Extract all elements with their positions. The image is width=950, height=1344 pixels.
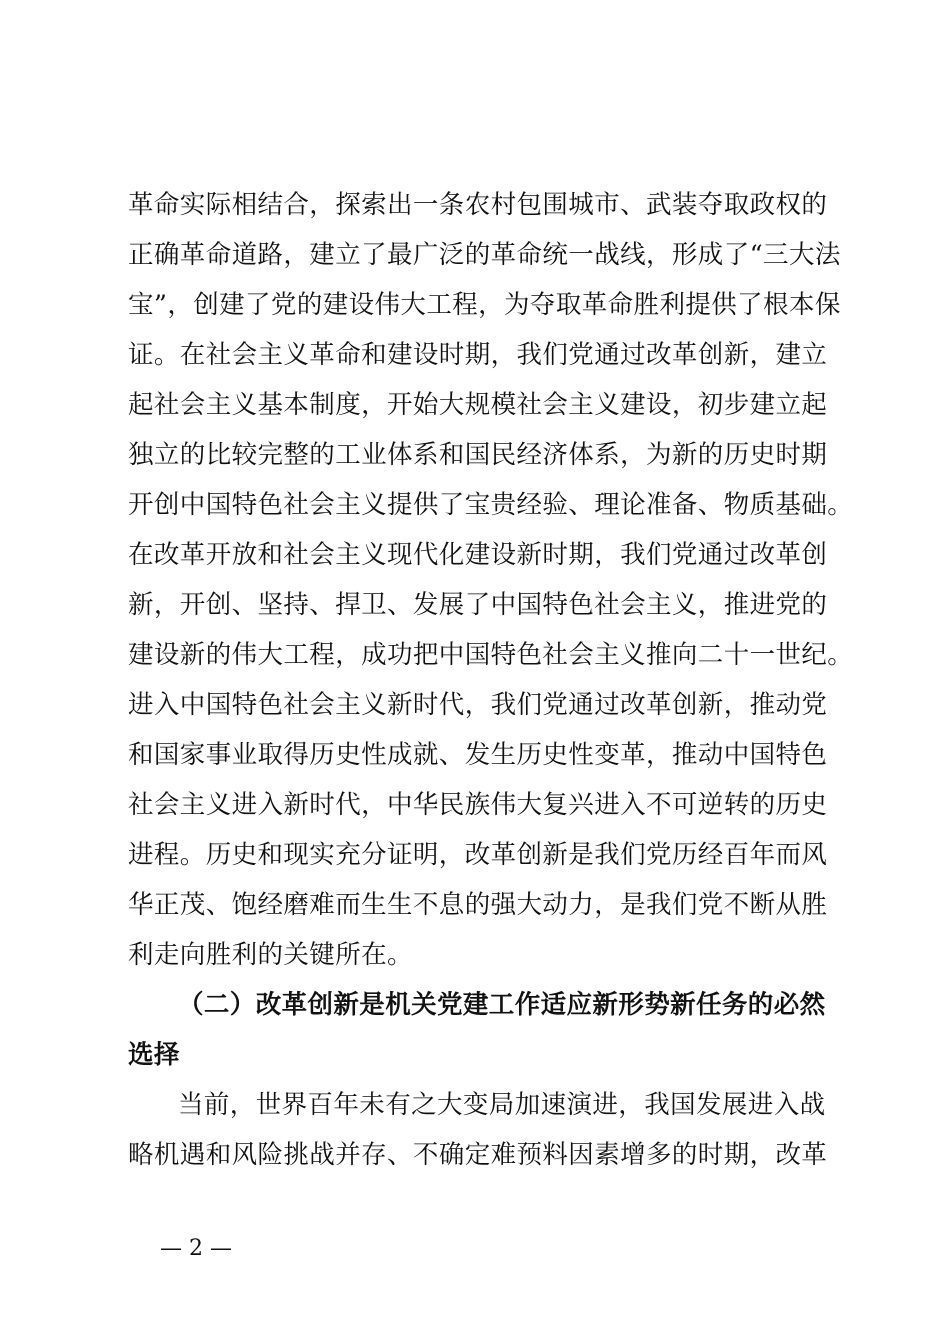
body-text-line: 当前，世界百年未有之大变局加速演进，我国发展进入战 (178, 1090, 826, 1120)
body-text-line: 略机遇和风险挑战并存、不确定难预料因素增多的时期，改革 (128, 1140, 828, 1170)
body-text-line: 正确革命道路，建立了最广泛的革命统一战线，形成了“三大法 (128, 240, 841, 270)
body-text-line: 宝”，创建了党的建设伟大工程，为夺取革命胜利提供了根本保 (128, 290, 841, 320)
page-number: — 2 — (160, 1236, 232, 1261)
section-heading-continuation: 选择 (128, 1040, 180, 1070)
body-text-line: 开创中国特色社会主义提供了宝贵经验、理论准备、物质基础。 (128, 490, 854, 520)
body-text-line: 在改革开放和社会主义现代化建设新时期，我们党通过改革创 (128, 540, 828, 570)
body-text-line: 进入中国特色社会主义新时代，我们党通过改革创新，推动党 (128, 690, 828, 720)
body-text-line: 独立的比较完整的工业体系和国民经济体系，为新的历史时期 (128, 440, 828, 470)
body-text-line: 新，开创、坚持、捍卫、发展了中国特色社会主义，推进党的 (128, 590, 828, 620)
body-text-line: 证。在社会主义革命和建设时期，我们党通过改革创新，建立 (128, 340, 828, 370)
body-text-line: 华正茂、饱经磨难而生生不息的强大动力，是我们党不断从胜 (128, 890, 828, 920)
body-text-line: 和国家事业取得历史性成就、发生历史性变革，推动中国特色 (128, 740, 828, 770)
body-text-line: 建设新的伟大工程，成功把中国特色社会主义推向二十一世纪。 (128, 640, 854, 670)
body-text-line: 进程。历史和现实充分证明，改革创新是我们党历经百年而风 (128, 840, 828, 870)
section-heading: （二）改革创新是机关党建工作适应新形势新任务的必然 (178, 990, 826, 1020)
body-text-line: 利走向胜利的关键所在。 (128, 940, 413, 970)
body-text-line: 社会主义进入新时代，中华民族伟大复兴进入不可逆转的历史 (128, 790, 828, 820)
body-text-line: 革命实际相结合，探索出一条农村包围城市、武装夺取政权的 (128, 190, 828, 220)
body-text-line: 起社会主义基本制度，开始大规模社会主义建设，初步建立起 (128, 390, 828, 420)
